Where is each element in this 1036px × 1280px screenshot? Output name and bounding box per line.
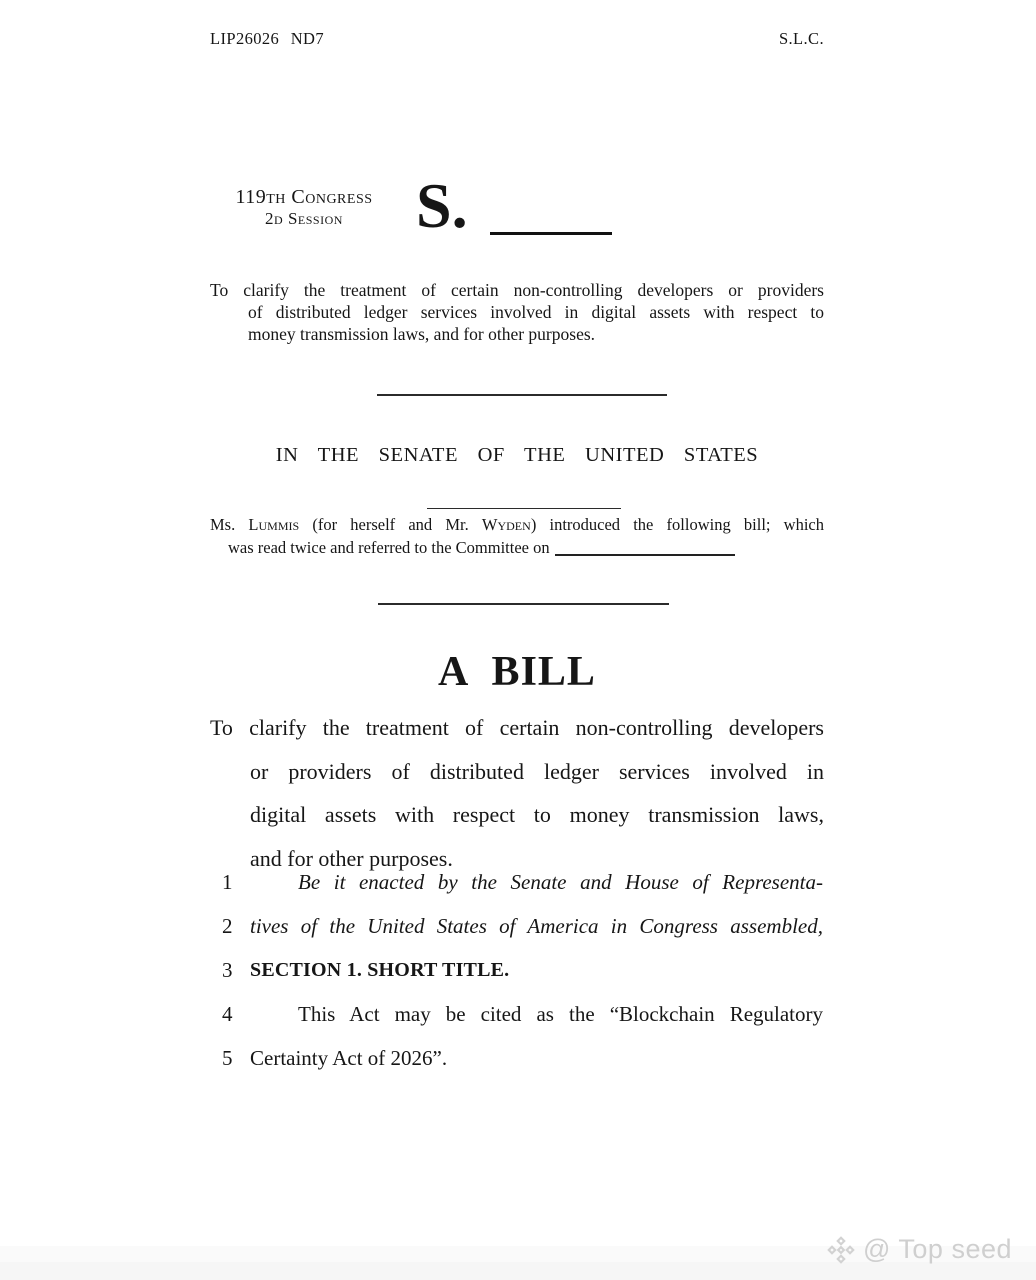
preamble-line: To clarify the treatment of certain non-controlling developers or providers (210, 280, 824, 300)
bill-text-line (210, 1036, 824, 1080)
preamble-line: of distributed ledger services involved in digital assets with respect to (248, 302, 824, 322)
long-title-line: To clarify the treatment of certain non-controlling developers (210, 715, 824, 740)
sponsor-line (210, 537, 824, 560)
line-text: Be it enacted by the Senate and House of Representa- (298, 870, 823, 894)
sponsor-text: Ms. (210, 515, 249, 534)
line-number: 3 (222, 958, 233, 982)
committee-blank-line (555, 554, 735, 556)
bill-text-line (210, 904, 824, 948)
preamble-line: money transmission laws, and for other purposes. (248, 324, 596, 344)
bill-number-letter: S. (416, 170, 468, 241)
bill-body (210, 860, 824, 1080)
long-title-line: digital assets with respect to money transmission laws, (250, 802, 824, 827)
sponsor-text: ) introduced the following bill; which (530, 515, 824, 534)
senator-name: Wyden (481, 515, 531, 534)
bill-heading: A BILL (438, 649, 596, 695)
official-title-preamble (210, 279, 824, 345)
sponsor-text: (for herself and Mr. (299, 515, 482, 534)
line-number: 2 (222, 914, 233, 938)
long-title-line: and for other purposes. (250, 845, 453, 871)
sponsor-line (210, 514, 824, 537)
congress-term: 119th Congress (235, 186, 373, 208)
senate-heading: IN THE SENATE OF THE UNITED STATES (275, 444, 759, 466)
bill-number-blank-line (490, 232, 612, 235)
line-text: Certainty Act of 2026”. (250, 1046, 448, 1070)
session-term: 2d Session (265, 209, 343, 228)
long-title-line: or providers of distributed ledger services involved in (250, 758, 824, 784)
slc-code: S.L.C. (778, 29, 824, 48)
sponsor-rule (427, 508, 621, 509)
page-header (210, 30, 824, 48)
senator-name: Lummis (248, 515, 300, 534)
bill-number (416, 170, 612, 241)
watermark-text: @ Top seed (862, 1234, 1012, 1264)
sponsor-statement (210, 514, 824, 559)
line-text: SECTION 1. SHORT TITLE. (250, 959, 510, 981)
line-text: This Act may be cited as the “Blockchain Regulatory (298, 1002, 823, 1026)
bill-text-line (210, 948, 824, 992)
draft-code: LIP26026 ND7 (210, 29, 325, 48)
long-title (210, 706, 824, 880)
watermark (826, 1234, 1012, 1265)
horizontal-rule (377, 394, 667, 396)
horizontal-rule (378, 603, 669, 605)
bill-caption (210, 170, 824, 258)
line-number: 4 (222, 1002, 233, 1026)
gem-diamond-icon (826, 1235, 856, 1265)
line-text: tives of the United States of America in Congress assembled, (250, 914, 823, 938)
bill-text-line (210, 992, 824, 1036)
committee-referral-text: was read twice and referred to the Committee on (228, 537, 550, 557)
line-number: 5 (222, 1046, 233, 1070)
congress-session-block (210, 186, 398, 229)
bill-text-line (210, 860, 824, 904)
line-number: 1 (222, 870, 233, 894)
